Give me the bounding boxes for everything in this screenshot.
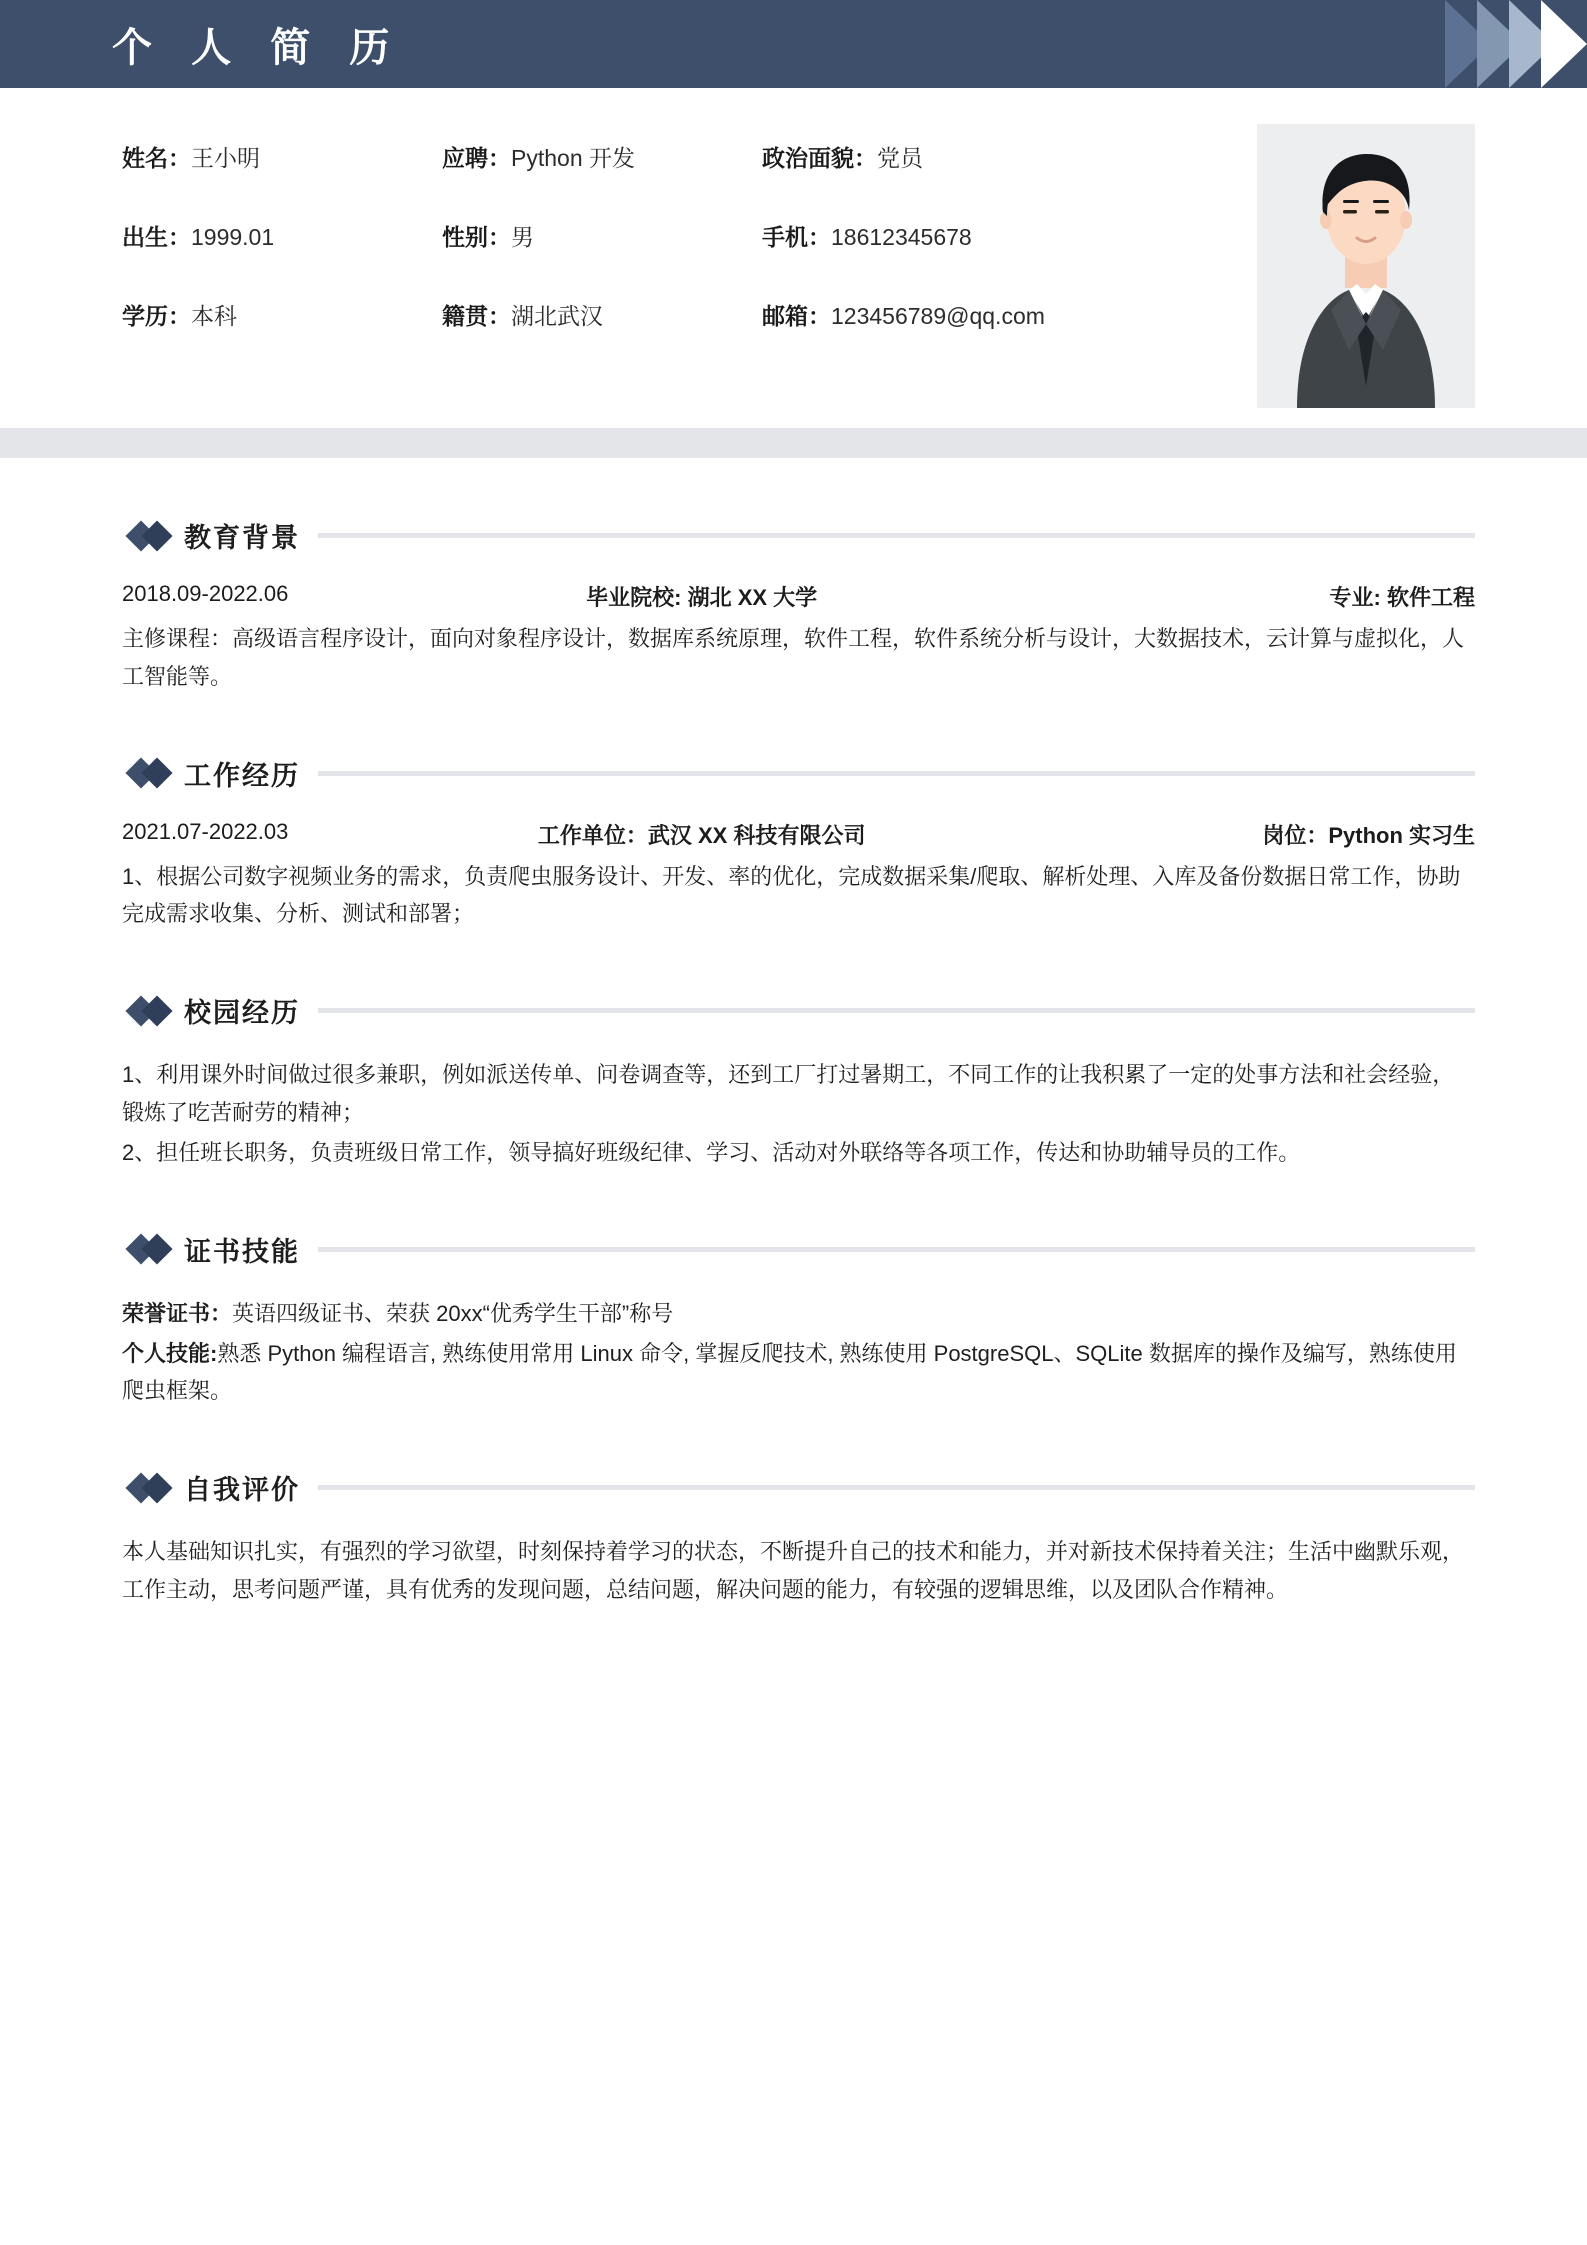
field-hometown bbox=[442, 298, 762, 331]
skills-value: 熟悉 Python 编程语言, 熟练使用常用 Linux 命令, 掌握反爬技术, 熟练使用 PostgreSQL、SQLite 数据库的操作及编写，熟练使用爬虫框架。 bbox=[122, 1340, 1457, 1404]
education-major: 专业: 软件工程 bbox=[1329, 585, 1475, 610]
certificate-line bbox=[122, 1295, 1475, 1333]
field-value: 18612345678 bbox=[831, 224, 972, 250]
field-label: 姓名： bbox=[122, 145, 191, 171]
field-value: 123456789@qq.com bbox=[831, 303, 1045, 329]
section-header bbox=[122, 754, 1475, 793]
field-label: 政治面貌： bbox=[762, 145, 877, 171]
self-evaluation-text: 本人基础知识扎实，有强烈的学习欲望，时刻保持着学习的状态，不断提升自己的技术和能力，并对新技术保持着关注；生活中幽默乐观，工作主动，思考问题严谨，具有优秀的发现问题，总结问题，解决问题的能力，有较强的逻辑思维，以及团队合作精神。 bbox=[122, 1539, 1465, 1603]
work-row bbox=[122, 819, 1475, 850]
field-label: 籍贯： bbox=[442, 303, 511, 329]
campus-item: 1、利用课外时间做过很多兼职，例如派送传单、问卷调查等，还到工厂打过暑期工，不同工作的让我积累了一定的处事方法和社会经验，锻炼了吃苦耐劳的精神； bbox=[122, 1062, 1455, 1126]
campus-item: 2、担任班长职务，负责班级日常工作，领导搞好班级纪律、学习、活动对外联络等各项工作，传达和协助辅导员的工作。 bbox=[122, 1139, 1301, 1165]
section-divider-band bbox=[0, 428, 1587, 458]
field-value: 1999.01 bbox=[191, 224, 275, 250]
section-rule bbox=[318, 771, 1475, 776]
field-email bbox=[762, 298, 1182, 331]
section-rule bbox=[318, 533, 1475, 538]
field-label: 邮箱： bbox=[762, 303, 831, 329]
diamond-icon bbox=[130, 1238, 168, 1260]
diamond-icon bbox=[130, 525, 168, 547]
field-label: 手机： bbox=[762, 224, 831, 250]
section-title: 证书技能 bbox=[184, 1236, 300, 1267]
field-value: 王小明 bbox=[191, 145, 260, 171]
work-date: 2021.07-2022.03 bbox=[122, 818, 289, 844]
section-header bbox=[122, 1468, 1475, 1507]
skills-label: 个人技能: bbox=[122, 1340, 218, 1366]
education-row bbox=[122, 581, 1475, 612]
diamond-icon bbox=[130, 1477, 168, 1499]
section-header bbox=[122, 991, 1475, 1030]
field-label: 出生： bbox=[122, 224, 191, 250]
section-title: 自我评价 bbox=[184, 1475, 300, 1506]
section-title: 校园经历 bbox=[184, 998, 300, 1029]
field-label: 学历： bbox=[122, 303, 191, 329]
section-header bbox=[122, 1230, 1475, 1269]
certificate-value: 英语四级证书、荣获 20xx“优秀学生干部”称号 bbox=[232, 1300, 674, 1326]
page-title: 个 人 简 历 bbox=[112, 25, 404, 70]
section-campus bbox=[0, 991, 1587, 1171]
field-value: 男 bbox=[511, 224, 534, 250]
field-label: 应聘： bbox=[442, 145, 511, 171]
field-phone bbox=[762, 219, 1182, 252]
field-name bbox=[122, 140, 442, 173]
section-header bbox=[122, 516, 1475, 555]
work-company: 工作单位：武汉 XX 科技有限公司 bbox=[537, 822, 866, 848]
diamond-icon bbox=[130, 762, 168, 784]
field-value: 本科 bbox=[191, 303, 237, 329]
education-date: 2018.09-2022.06 bbox=[122, 581, 289, 606]
section-self-evaluation bbox=[0, 1468, 1587, 1609]
certificate-label: 荣誉证书： bbox=[122, 1300, 233, 1326]
section-certificates bbox=[0, 1230, 1587, 1410]
section-rule bbox=[318, 1247, 1475, 1252]
work-detail: 1、根据公司数字视频业务的需求，负责爬虫服务设计、开发、率的优化，完成数据采集/爬取、解析处理、入库及备份数据日常工作，协助完成需求收集、分析、测试和部署； bbox=[122, 863, 1461, 927]
header-banner bbox=[0, 0, 1587, 88]
field-political-status bbox=[762, 140, 1182, 173]
skills-line bbox=[122, 1335, 1475, 1411]
avatar bbox=[1257, 124, 1475, 408]
section-title: 工作经历 bbox=[184, 760, 300, 791]
work-position: 岗位：Python 实习生 bbox=[1262, 822, 1475, 848]
chevron-icon bbox=[1541, 0, 1587, 88]
education-courses: 主修课程：高级语言程序设计，面向对象程序设计，数据库系统原理，软件工程，软件系统分析与设计，大数据技术，云计算与虚拟化，人工智能等。 bbox=[122, 626, 1465, 689]
field-value: Python 开发 bbox=[511, 145, 635, 171]
field-applied-position bbox=[442, 140, 762, 173]
chevron-decoration bbox=[1459, 0, 1587, 88]
section-title: 教育背景 bbox=[184, 523, 300, 553]
section-work bbox=[0, 754, 1587, 934]
field-gender bbox=[442, 219, 762, 252]
section-education bbox=[0, 516, 1587, 696]
diamond-icon bbox=[130, 1000, 168, 1022]
field-value: 党员 bbox=[877, 145, 923, 171]
section-rule bbox=[318, 1008, 1475, 1013]
basic-info-block bbox=[0, 88, 1587, 428]
field-value: 湖北武汉 bbox=[511, 303, 603, 329]
education-school: 毕业院校: 湖北 XX 大学 bbox=[586, 585, 818, 610]
field-birth bbox=[122, 219, 442, 252]
section-rule bbox=[318, 1485, 1475, 1490]
basic-info-grid bbox=[122, 140, 1222, 331]
field-label: 性别： bbox=[442, 224, 511, 250]
field-education-level bbox=[122, 298, 442, 331]
portrait-illustration bbox=[1257, 124, 1475, 408]
